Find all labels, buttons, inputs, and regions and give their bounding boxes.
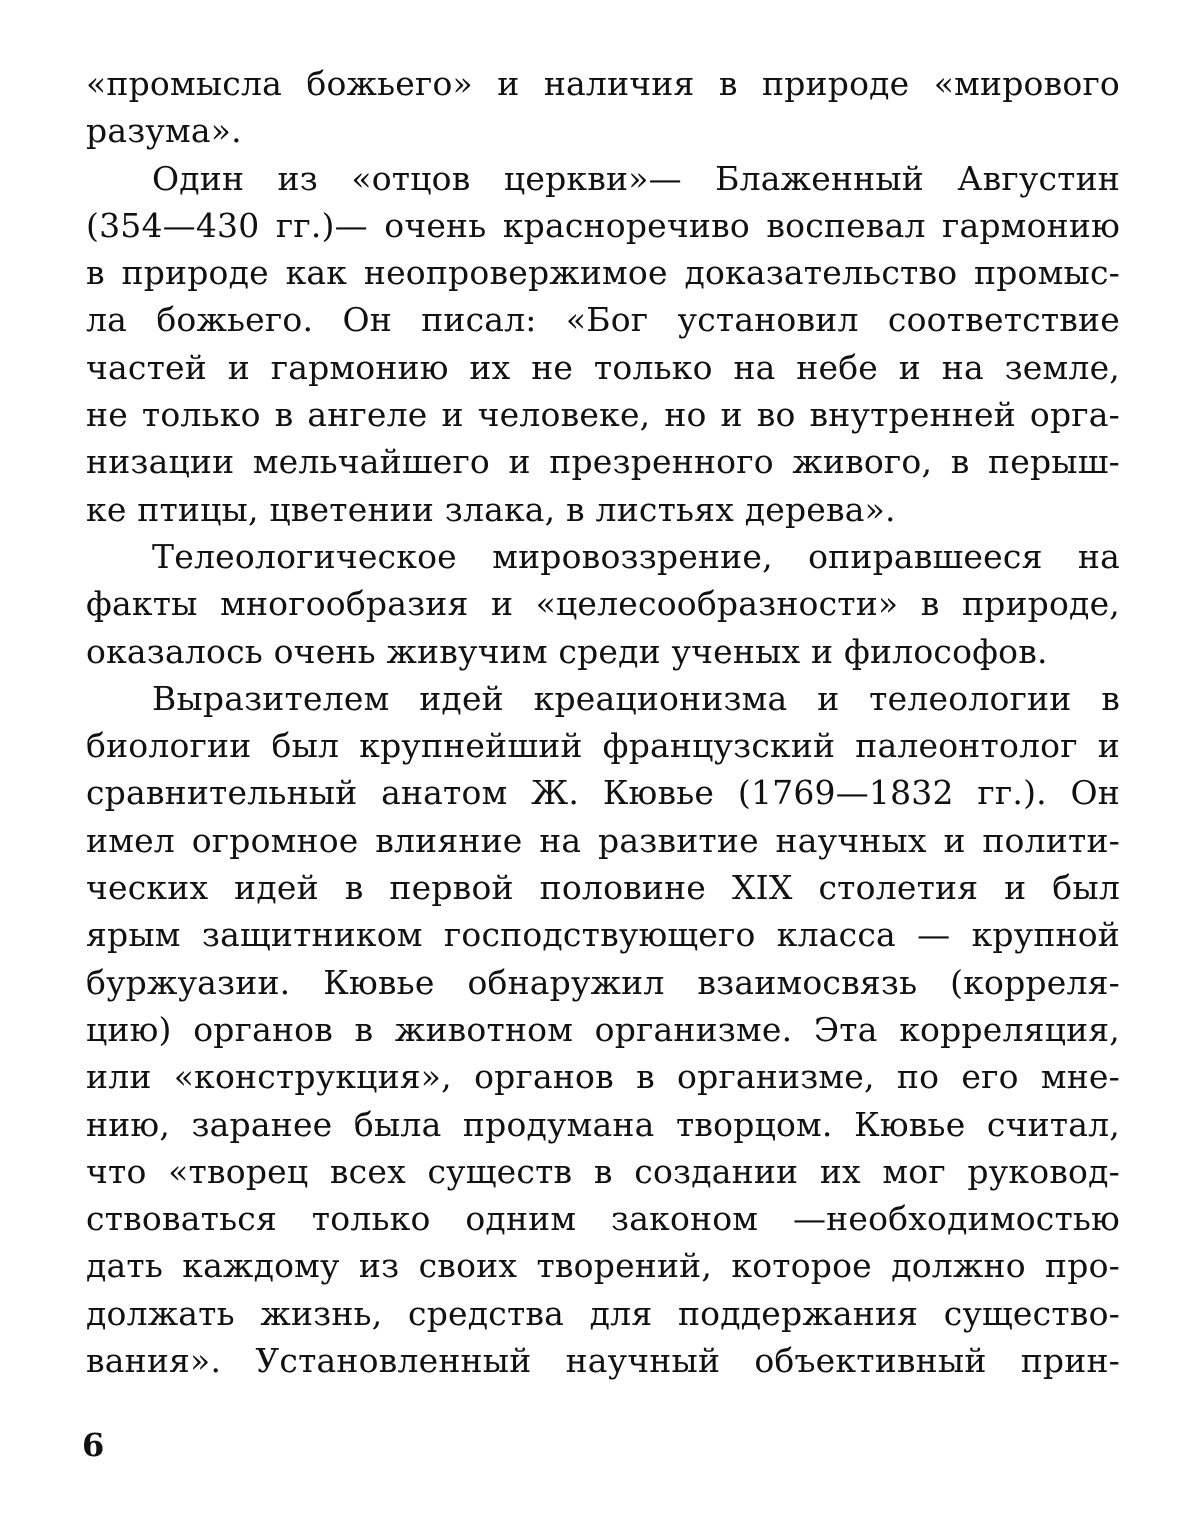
text-line: биологии был крупнейший французский палеонтолог и bbox=[86, 726, 1120, 766]
text-line: буржуазии. Кювье обнаружил взаимосвязь (корреля- bbox=[86, 962, 1120, 1002]
text-line: что «творец всех существ в создании их мог руковод- bbox=[86, 1151, 1120, 1191]
text-line: имел огромное влияние на развитие научных и полити- bbox=[86, 820, 1120, 860]
text-line: разума». bbox=[86, 111, 242, 151]
text-line: частей и гармонию их не только на небе и на земле, bbox=[86, 347, 1120, 387]
text-line: факты многообразия и «целесообразности» в природе, bbox=[86, 584, 1120, 624]
body-text bbox=[86, 60, 1120, 1384]
text-line: низации мельчайшего и презренного живого, в перыш- bbox=[86, 442, 1120, 482]
text-line: в природе как неопровержимое доказательство промыс- bbox=[86, 253, 1120, 293]
page-number: 6 bbox=[82, 1426, 105, 1464]
text-line: ярым защитником господствующего класса — крупной bbox=[86, 915, 1120, 955]
text-line: оказалось очень живучим среди ученых и философов. bbox=[86, 631, 1048, 671]
text-line: Телеологическое мировоззрение, опиравшееся на bbox=[152, 536, 1120, 576]
text-line: должать жизнь, средства для поддержания существо- bbox=[86, 1293, 1120, 1333]
text-line: Один из «отцов церкви»— Блаженный Августин bbox=[152, 158, 1120, 198]
text-line: не только в ангеле и человеке, но и во внутренней орга- bbox=[86, 395, 1120, 435]
text-line: ствоваться только одним законом —необходимостью bbox=[86, 1199, 1120, 1239]
text-line: цию) органов в животном организме. Эта корреляция, bbox=[86, 1009, 1120, 1049]
text-line: или «конструкция», органов в организме, по его мне- bbox=[86, 1057, 1120, 1097]
text-line: ческих идей в первой половине XIX столетия и был bbox=[86, 868, 1120, 908]
text-line: вания». Установленный научный объективный прин- bbox=[86, 1341, 1120, 1381]
text-line: ке птицы, цветении злака, в листьях дерева». bbox=[86, 489, 896, 529]
text-line: (354—430 гг.)— очень красноречиво воспевал гармонию bbox=[86, 205, 1120, 245]
text-line: нию, заранее была продумана творцом. Кювье считал, bbox=[86, 1104, 1120, 1144]
text-line: «промысла божьего» и наличия в природе «мирового bbox=[86, 64, 1120, 103]
text-line: Выразителем идей креационизма и телеологии в bbox=[152, 678, 1120, 718]
text-line: ла божьего. Он писал: «Бог установил соответствие bbox=[86, 300, 1120, 340]
text-line: дать каждому из своих творений, которое должно про- bbox=[86, 1246, 1120, 1286]
text-line: сравнительный анатом Ж. Кювье (1769—1832 гг.). Он bbox=[86, 773, 1120, 813]
